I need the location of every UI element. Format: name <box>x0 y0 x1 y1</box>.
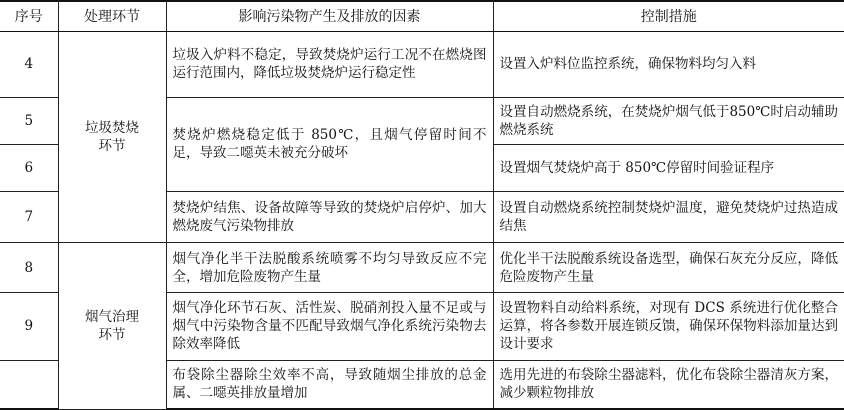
row-number: 6 <box>0 145 58 191</box>
row-factor: 焚烧炉结焦、设备故障等导致的焚烧炉启停炉、加大燃烧废气污染物排放 <box>166 191 493 243</box>
row-number: 8 <box>0 243 58 293</box>
stage-incineration: 垃圾焚烧 环节 <box>58 31 166 242</box>
row-measure: 设置自动燃烧系统，在焚烧炉烟气低于850℃时启动辅助燃烧系统 <box>493 97 844 144</box>
row-number <box>0 360 58 409</box>
header-factor: 影响污染物产生及排放的因素 <box>166 1 493 31</box>
row-number: 7 <box>0 191 58 243</box>
table-header-row <box>0 1 844 31</box>
row-measure: 设置自动燃烧系统控制焚烧炉温度，避免焚烧炉过热造成结焦 <box>493 191 844 243</box>
row-factor: 焚烧炉燃烧稳定低于 850℃，且烟气停留时间不足，导致二噁英未被充分破坏 <box>166 97 493 191</box>
row-number: 9 <box>0 292 58 360</box>
row-measure: 设置烟气焚烧炉高于 850℃停留时间验证程序 <box>493 145 844 191</box>
row-factor: 烟气净化半干法脱酸系统喷雾不均匀导致反应不完全，增加危险废物产生量 <box>166 243 493 293</box>
row-measure: 设置物料自动给料系统，对现有 DCS 系统进行优化整合运算，将各参数开展连锁反馈，确保环保物料添加量达到设计要求 <box>493 292 844 360</box>
row-factor: 布袋除尘器除尘效率不高，导致随烟尘排放的总金属、二噁英排放量增加 <box>166 360 493 409</box>
row-number: 4 <box>0 31 58 97</box>
header-measure: 控制措施 <box>493 1 844 31</box>
row-number: 5 <box>0 97 58 144</box>
table-row <box>0 243 844 293</box>
row-factor: 垃圾入炉料不稳定，导致焚烧炉运行工况不在燃烧图运行范围内，降低垃圾焚烧炉运行稳定性 <box>166 31 493 97</box>
row-measure: 优化半干法脱酸系统设备选型，确保石灰充分反应，降低危险废物产生量 <box>493 243 844 293</box>
stage-flue-gas: 烟气治理 环节 <box>58 243 166 409</box>
header-stage: 处理环节 <box>58 1 166 31</box>
table-row <box>0 31 844 97</box>
row-measure: 选用先进的布袋除尘器滤料，优化布袋除尘器清灰方案，减少颗粒物排放 <box>493 360 844 409</box>
row-factor: 烟气净化环节石灰、活性炭、脱硝剂投入量不足或与烟气中污染物含量不匹配导致烟气净化系统污染物去除效率降低 <box>166 292 493 360</box>
header-no: 序号 <box>0 1 58 31</box>
row-measure: 设置入炉料位监控系统，确保物料均匀入料 <box>493 31 844 97</box>
